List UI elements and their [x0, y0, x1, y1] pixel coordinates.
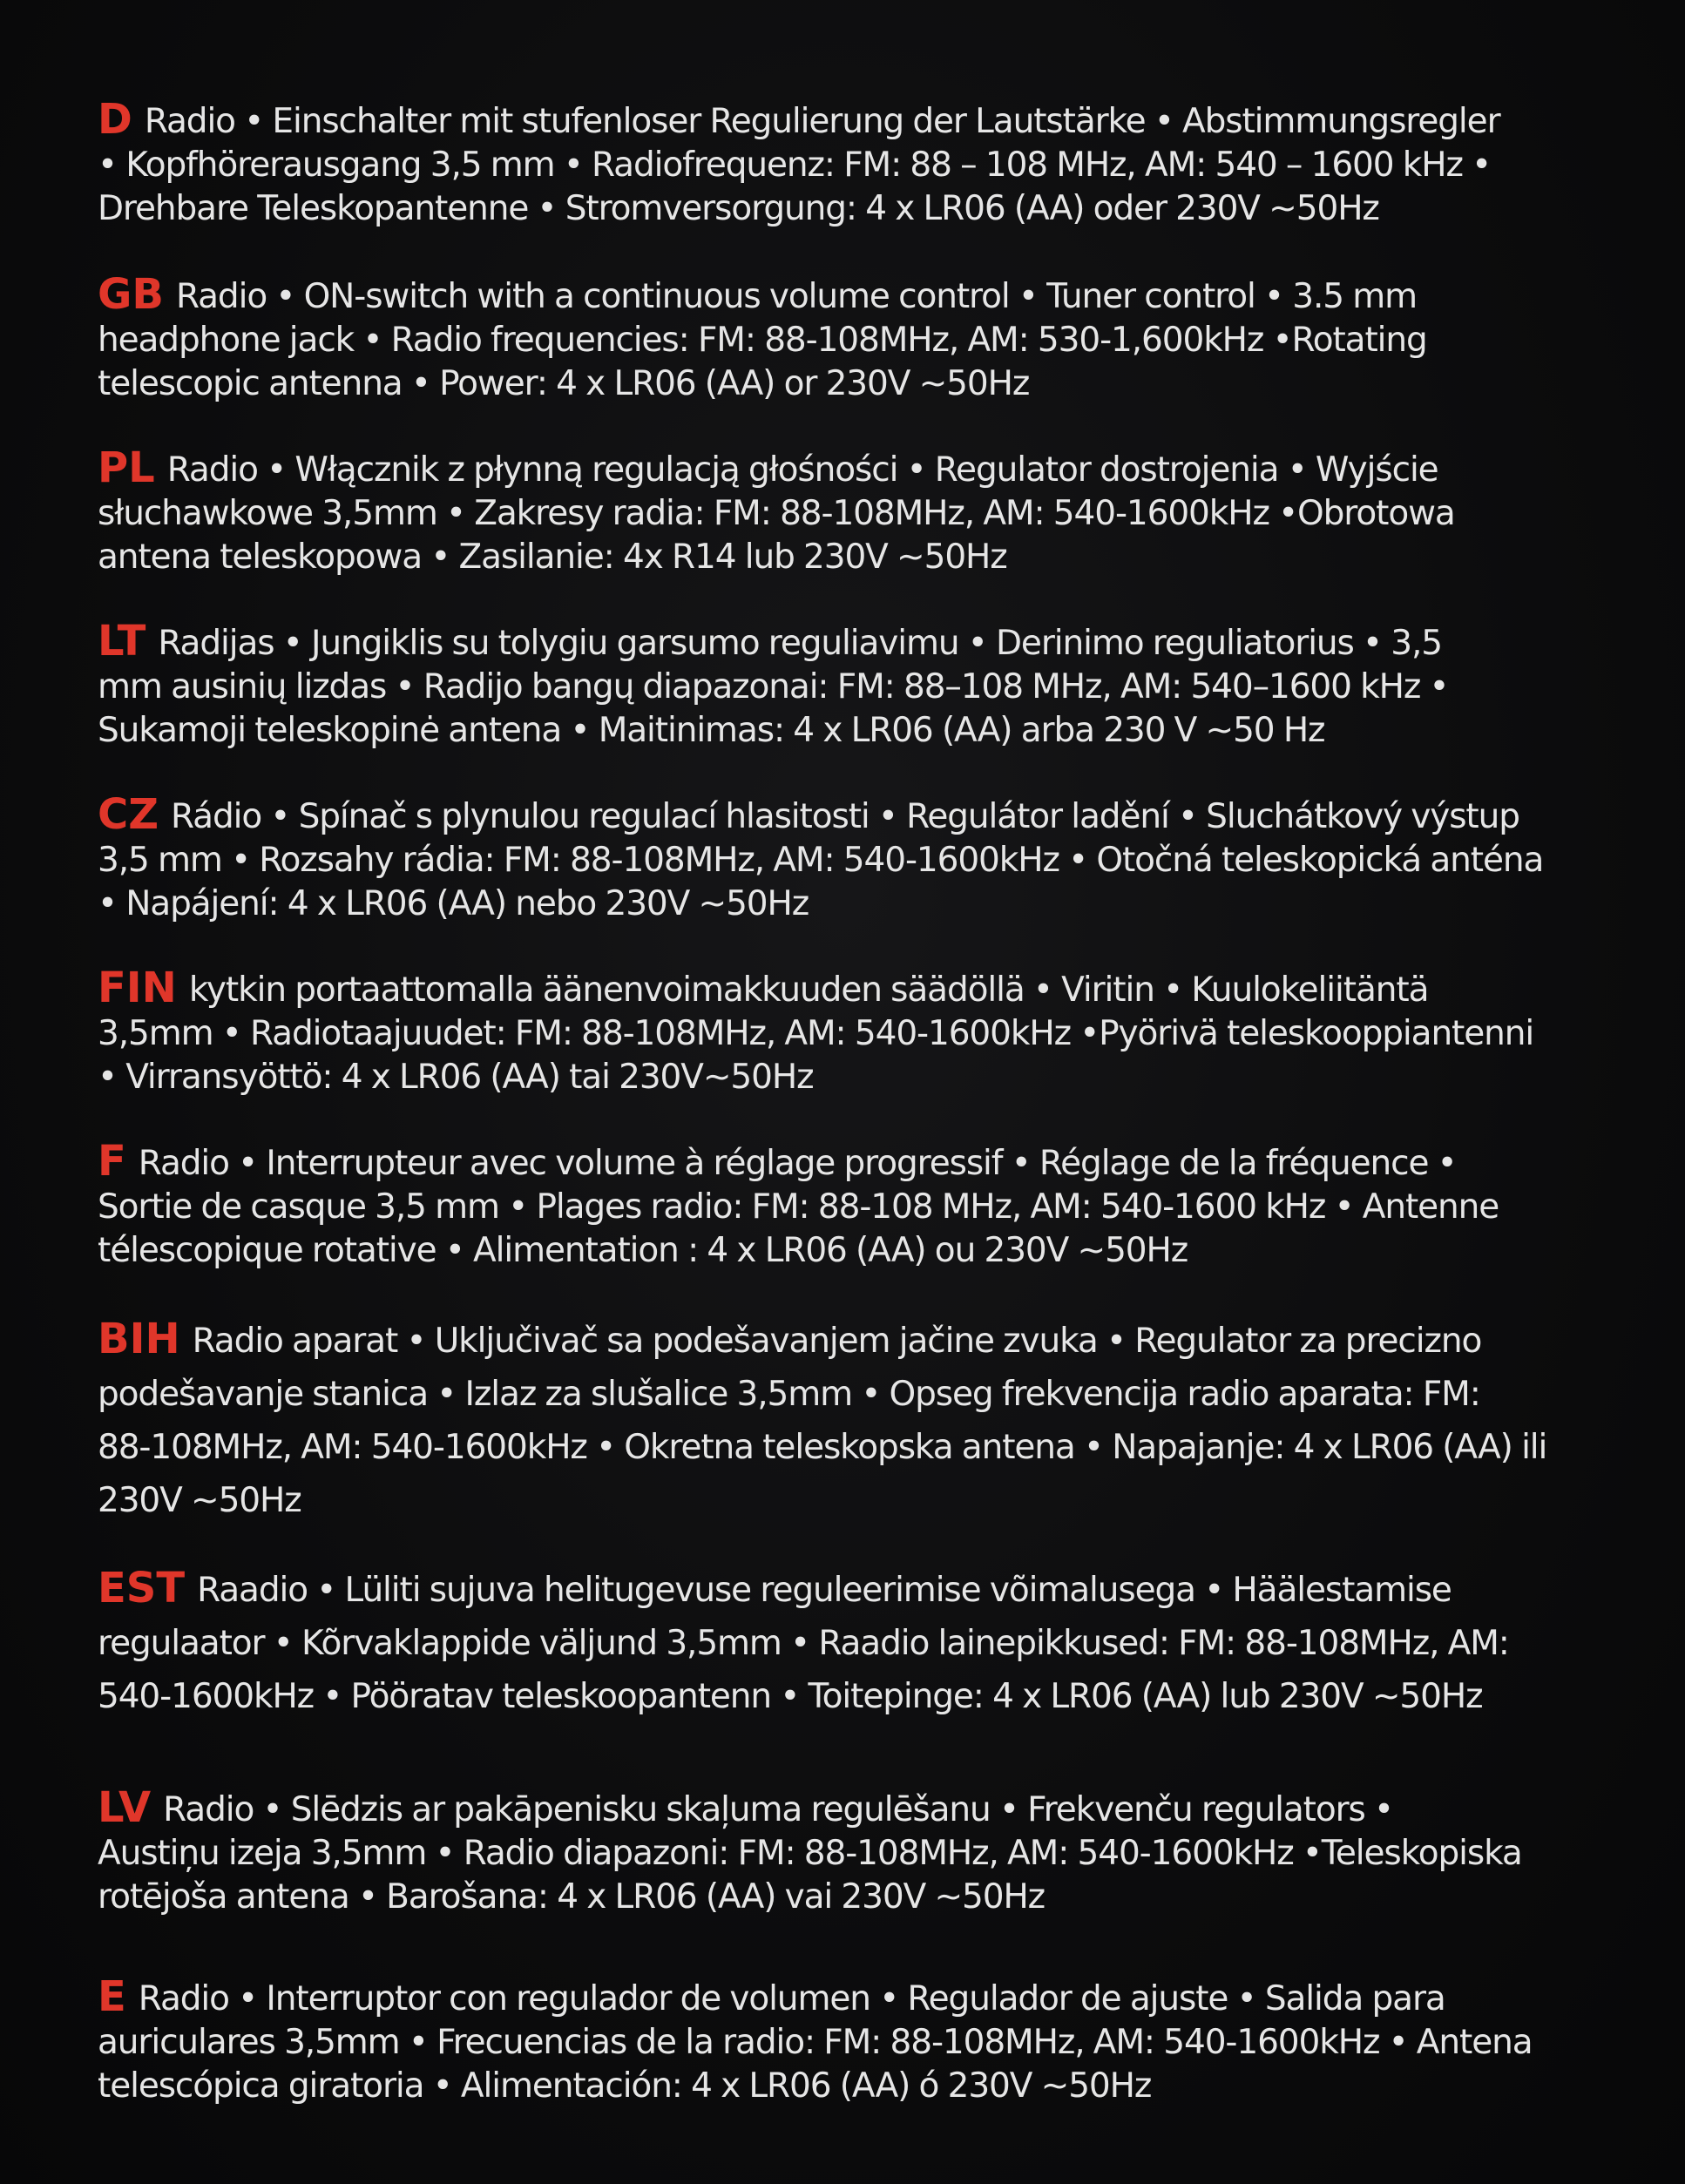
section-bih — [98, 1313, 1596, 1527]
text-line: Radio • Slēdzis ar pakāpenisku skaļuma regulēšanu • Frekvenču regulators • — [163, 1790, 1393, 1829]
section-d — [98, 95, 1596, 231]
text-line: • Virransyöttö: 4 x LR06 (AA) tai 230V~50Hz — [98, 1058, 814, 1097]
text-line: Radio • Włącznik z płynną regulacją głośności • Regulator dostrojenia • Wyjście — [166, 450, 1438, 490]
text-line: • Napájení: 4 x LR06 (AA) nebo 230V ~50Hz — [98, 884, 809, 923]
language-code: E — [98, 1972, 126, 2021]
text-line: Radijas • Jungiklis su tolygiu garsumo reguliavimu • Derinimo reguliatorius • 3,5 — [158, 624, 1442, 663]
section-text — [98, 619, 1596, 753]
text-line: antena teleskopowa • Zasilanie: 4x R14 lub 230V ~50Hz — [98, 538, 1007, 577]
section-pl — [98, 443, 1596, 579]
section-text — [98, 790, 1596, 926]
section-text — [98, 270, 1596, 406]
text-line: Radio • Interruptor con regulador de volumen • Regulador de ajuste • Salida para — [138, 1979, 1445, 2018]
section-lv — [98, 1783, 1596, 1919]
language-code: PL — [98, 443, 155, 492]
section-text — [98, 443, 1596, 579]
text-line: rotējoša antena • Barošana: 4 x LR06 (AA) vai 230V ~50Hz — [98, 1877, 1046, 1917]
section-text — [98, 1972, 1596, 2108]
language-code: CZ — [98, 790, 159, 839]
language-code: GB — [98, 270, 164, 319]
language-code: BIH — [98, 1315, 180, 1363]
section-gb — [98, 270, 1596, 406]
section-est — [98, 1562, 1596, 1723]
text-line: auriculares 3,5mm • Frecuencias de la radio: FM: 88-108MHz, AM: 540-1600kHz • Antena — [98, 2023, 1533, 2062]
text-line: kytkin portaattomalla äänenvoimakkuuden säädöllä • Viritin • Kuulokeliitäntä — [188, 970, 1429, 1010]
text-line: Sukamoji teleskopinė antena • Maitinimas: 4 x LR06 (AA) arba 230 V ~50 Hz — [98, 711, 1325, 750]
text-line: Radio • ON-switch with a continuous volume control • Tuner control • 3.5 mm — [175, 277, 1418, 316]
section-text — [98, 1313, 1596, 1527]
text-line: Radio • Einschalter mit stufenloser Regulierung der Lautstärke • Abstimmungsregler — [144, 102, 1500, 141]
text-line: télescopique rotative • Alimentation : 4 x LR06 (AA) ou 230V ~50Hz — [98, 1231, 1188, 1270]
text-line: 88-108MHz, AM: 540-1600kHz • Okretna teleskopska antena • Napajanje: 4 x LR06 (AA) ili — [98, 1428, 1547, 1467]
section-text — [98, 1562, 1596, 1723]
text-line: podešavanje stanica • Izlaz za slušalice 3,5mm • Opseg frekvencija radio aparata: FM: — [98, 1375, 1480, 1414]
language-code: EST — [98, 1564, 186, 1613]
text-line: telescópica giratoria • Alimentación: 4 x LR06 (AA) ó 230V ~50Hz — [98, 2066, 1152, 2106]
language-code: LV — [98, 1783, 152, 1832]
text-line: 540-1600kHz • Pööratav teleskoopantenn • Toitepinge: 4 x LR06 (AA) lub 230V ~50Hz — [98, 1677, 1483, 1716]
section-f — [98, 1139, 1596, 1273]
multilingual-spec-sheet — [98, 95, 1596, 2108]
section-text — [98, 1783, 1596, 1919]
section-cz — [98, 790, 1596, 926]
text-line: Radio aparat • Uključivač sa podešavanjem jačine zvuka • Regulator za precizno — [192, 1322, 1482, 1361]
section-text — [98, 95, 1596, 231]
section-text — [98, 1139, 1596, 1273]
text-line: regulaator • Kõrvaklappide väljund 3,5mm • Raadio lainepikkused: FM: 88-108MHz, AM: — [98, 1624, 1509, 1663]
text-line: 3,5 mm • Rozsahy rádia: FM: 88-108MHz, AM: 540-1600kHz • Otočná teleskopická anténa — [98, 841, 1544, 880]
language-code: D — [98, 95, 132, 144]
text-line: Radio • Interrupteur avec volume à réglage progressif • Réglage de la fréquence • — [138, 1144, 1457, 1183]
text-line: mm ausinių lizdas • Radijo bangų diapazonai: FM: 88–108 MHz, AM: 540–1600 kHz • — [98, 667, 1449, 707]
section-text — [98, 966, 1596, 1099]
text-line: Austiņu izeja 3,5mm • Radio diapazoni: FM: 88-108MHz, AM: 540-1600kHz •Teleskopiska — [98, 1834, 1522, 1873]
language-code: LT — [98, 617, 146, 666]
text-line: 3,5mm • Radiotaajuudet: FM: 88-108MHz, AM: 540-1600kHz •Pyörivä teleskooppiantenni — [98, 1014, 1534, 1053]
text-line: słuchawkowe 3,5mm • Zakresy radia: FM: 88-108MHz, AM: 540-1600kHz •Obrotowa — [98, 494, 1455, 533]
text-line: Raadio • Lüliti sujuva helitugevuse reguleerimise võimalusega • Häälestamise — [197, 1571, 1452, 1610]
section-e — [98, 1972, 1596, 2108]
text-line: • Kopfhörerausgang 3,5 mm • Radiofrequenz: FM: 88 – 108 MHz, AM: 540 – 1600 kHz • — [98, 145, 1492, 185]
section-lt — [98, 619, 1596, 753]
text-line: Sortie de casque 3,5 mm • Plages radio: FM: 88-108 MHz, AM: 540-1600 kHz • Antenne — [98, 1187, 1499, 1227]
text-line: telescopic antenna • Power: 4 x LR06 (AA) or 230V ~50Hz — [98, 364, 1030, 403]
language-code: F — [98, 1137, 126, 1186]
text-line: Rádio • Spínač s plynulou regulací hlasitosti • Regulátor ladění • Sluchátkový výstup — [171, 797, 1519, 836]
text-line: headphone jack • Radio frequencies: FM: 88-108MHz, AM: 530-1,600kHz •Rotating — [98, 321, 1427, 360]
section-fin — [98, 966, 1596, 1099]
text-line: Drehbare Teleskopantenne • Stromversorgung: 4 x LR06 (AA) oder 230V ~50Hz — [98, 189, 1379, 228]
language-code: FIN — [98, 964, 177, 1012]
text-line: 230V ~50Hz — [98, 1481, 301, 1520]
